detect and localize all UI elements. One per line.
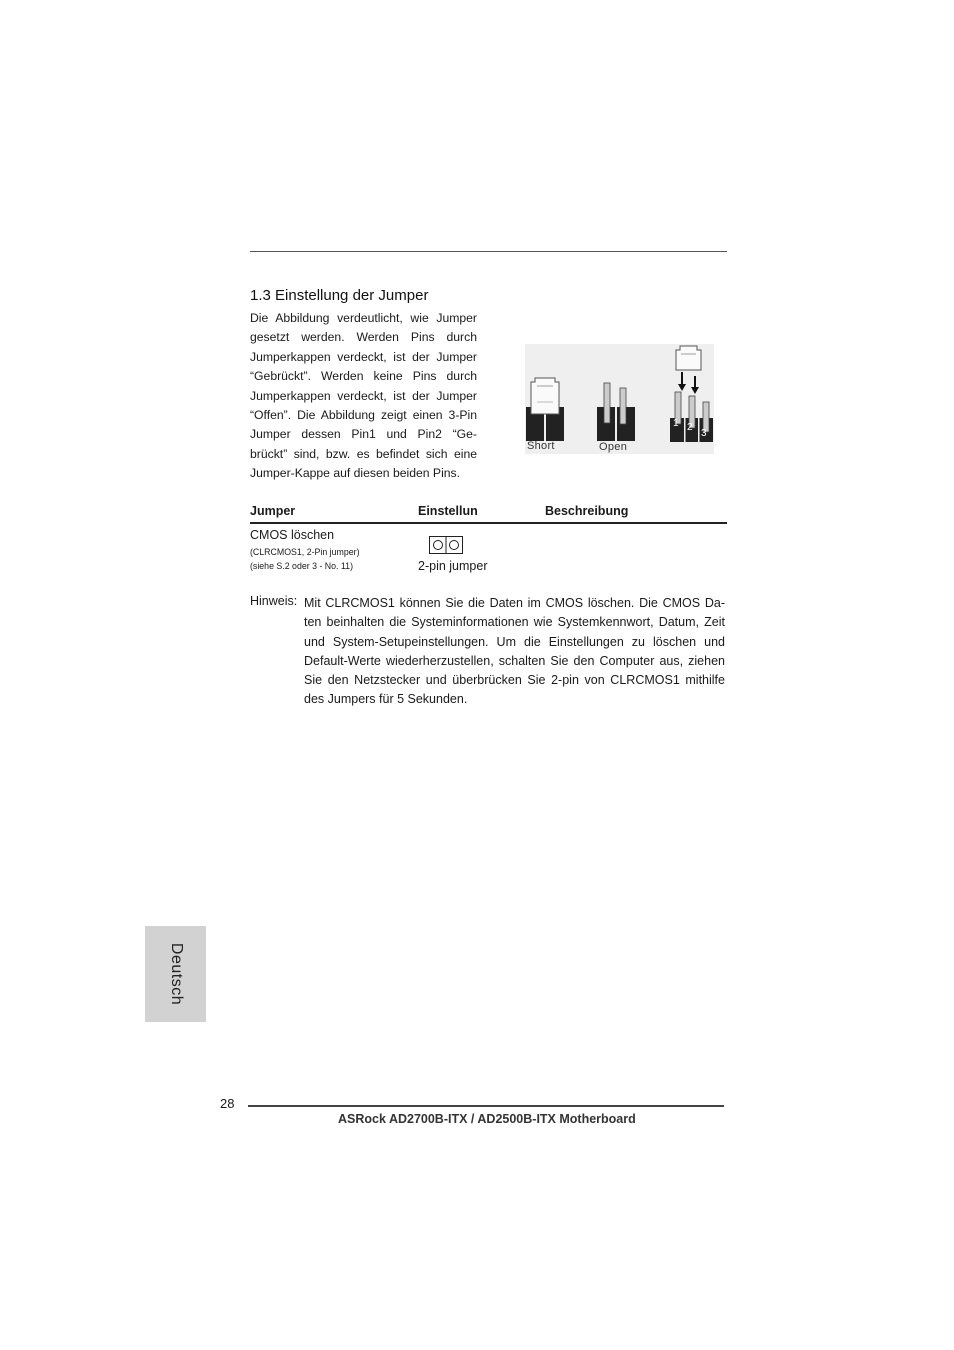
note-line: des Jumpers für 5 Sekunden. — [304, 692, 468, 707]
jumper-identifier: (CLRCMOS1, 2-Pin jumper) — [250, 547, 360, 557]
intro-line: “Offen”. Die Abbildung zeigt einen 3-Pin — [250, 407, 477, 422]
intro-line: “Gebrückt”. Werden keine Pins durch — [250, 369, 477, 384]
top-divider — [250, 251, 727, 252]
intro-line: Die Abbildung verdeutlicht, wie Jumper — [250, 311, 477, 325]
short-jumper-graphic — [526, 378, 564, 441]
note-paragraph — [304, 594, 725, 710]
jumper-diagram — [525, 344, 714, 454]
note-label: Hinweis: — [250, 594, 298, 608]
jumper-name: CMOS löschen — [250, 528, 335, 542]
header-description: Beschreibung — [545, 504, 629, 518]
jumper-location-reference: (siehe S.2 oder 3 - No. 11) — [250, 561, 354, 571]
open-label: Open — [599, 441, 628, 453]
language-tab-label: Deutsch — [167, 942, 185, 1006]
pin-number-3: 3 — [701, 428, 707, 439]
note-line: ten beinhalten die Systeminformationen wie Systemkennwort, Datum, Zeit — [304, 615, 725, 630]
open-jumper-graphic — [597, 383, 635, 441]
two-pin-jumper-icon — [429, 536, 463, 554]
intro-line: Jumper dessen Pin1 und Pin2 “Ge- — [250, 427, 477, 442]
intro-line: Jumperkappen verdeckt, ist der Jumper — [250, 349, 477, 364]
intro-line: gesetzt werden. Werden Pins durch — [250, 330, 477, 345]
note-line: und System-Setupeinstellungen. Um die Einstellungen zu löschen und — [304, 634, 725, 649]
intro-line: Jumper-Kappe auf diesen beiden Pins. — [250, 466, 461, 481]
footer-product-name: ASRock AD2700B-ITX / AD2500B-ITX Motherboard — [338, 1112, 636, 1126]
jumper-setting: 2-pin jumper — [418, 559, 488, 573]
jumper-illustration — [525, 344, 714, 454]
note-line: Sie den Netzstecker und überbrücken Sie 2-pin von CLRCMOS1 mithilfe — [304, 673, 725, 688]
section-title: 1.3 Einstellung der Jumper — [250, 287, 429, 304]
header-setting: Einstellun — [418, 504, 478, 518]
short-label: Short — [527, 440, 555, 452]
page-number: 28 — [220, 1096, 235, 1111]
intro-paragraph — [250, 309, 477, 484]
footer-divider — [248, 1105, 724, 1107]
table-header-rule — [250, 522, 727, 524]
note-line: Default-Werte wiederherzustellen, schalten Sie den Computer aus, ziehen — [304, 653, 725, 668]
pin-number-2: 2 — [687, 422, 693, 433]
language-tab — [145, 926, 206, 1022]
header-jumper: Jumper — [250, 504, 296, 518]
intro-line: Jumperkappen verdeckt, ist der Jumper — [250, 388, 477, 403]
pin-number-1: 1 — [673, 418, 679, 429]
intro-line: brückt” sind, bzw. es befindet sich eine — [250, 446, 477, 461]
note-line: Mit CLRCMOS1 können Sie die Daten im CMOS löschen. Die CMOS Da- — [304, 596, 725, 610]
